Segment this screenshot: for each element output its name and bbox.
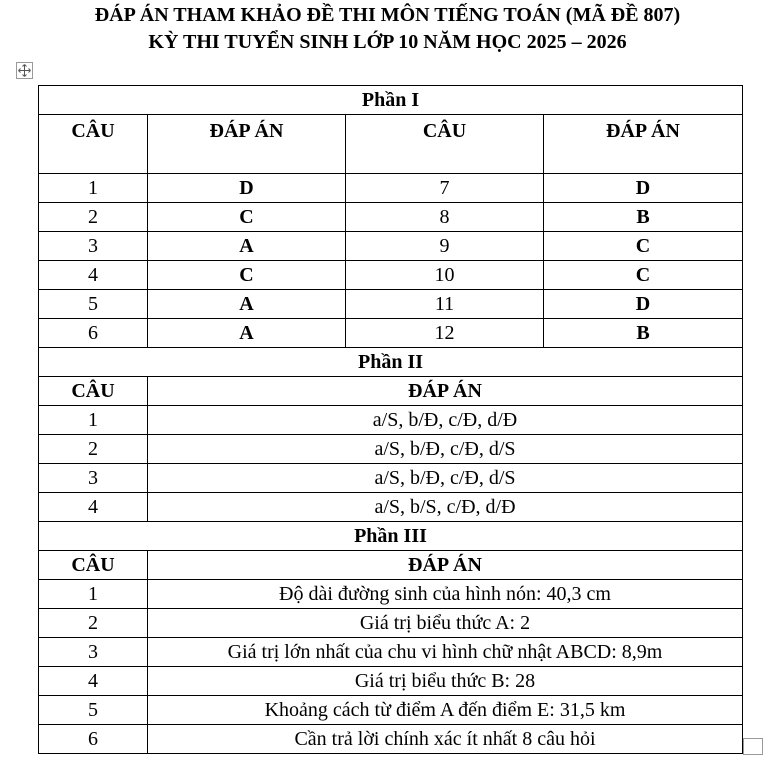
part3-title-row [39, 522, 743, 551]
table-row [39, 493, 743, 522]
answer-letter: A [148, 319, 346, 348]
table-row [39, 203, 743, 232]
part2-title-row [39, 348, 743, 377]
question-number: 6 [39, 319, 148, 348]
answer-text: Khoảng cách từ điểm A đến điểm E: 31,5 km [148, 696, 743, 725]
part2-title: Phần II [39, 348, 743, 377]
table-row [39, 580, 743, 609]
question-number: 4 [39, 667, 148, 696]
answer-text: Cần trả lời chính xác ít nhất 8 câu hỏi [148, 725, 743, 754]
answer-letter: B [544, 319, 743, 348]
part2-header-row [39, 377, 743, 406]
document-title-line-1: ĐÁP ÁN THAM KHẢO ĐỀ THI MÔN TIẾNG TOÁN (MÃ ĐỀ 807) [94, 4, 681, 26]
answer-letter: D [148, 174, 346, 203]
table-row [39, 696, 743, 725]
header-cau: CÂU [346, 115, 544, 174]
answer-text: a/S, b/Đ, c/Đ, d/S [148, 435, 743, 464]
answer-letter: C [148, 261, 346, 290]
question-number: 7 [346, 174, 544, 203]
question-number: 11 [346, 290, 544, 319]
header-cau: CÂU [39, 115, 148, 174]
question-number: 12 [346, 319, 544, 348]
table-row [39, 609, 743, 638]
answer-letter: D [544, 174, 743, 203]
question-number: 4 [39, 261, 148, 290]
answer-text: Giá trị biểu thức A: 2 [148, 609, 743, 638]
question-number: 2 [39, 609, 148, 638]
answer-text: a/S, b/Đ, c/Đ, d/S [148, 464, 743, 493]
table-row [39, 319, 743, 348]
table-row [39, 667, 743, 696]
table-row [39, 290, 743, 319]
question-number: 2 [39, 203, 148, 232]
table-row [39, 232, 743, 261]
answer-text: Độ dài đường sinh của hình nón: 40,3 cm [148, 580, 743, 609]
header-dap-an: ĐÁP ÁN [148, 377, 743, 406]
part1-title: Phần I [39, 86, 743, 115]
question-number: 10 [346, 261, 544, 290]
answer-text: a/S, b/S, c/Đ, d/Đ [148, 493, 743, 522]
part1-title-row [39, 86, 743, 115]
table-resize-handle[interactable] [743, 738, 763, 755]
header-dap-an: ĐÁP ÁN [544, 115, 743, 174]
answer-text: Giá trị biểu thức B: 28 [148, 667, 743, 696]
answer-text: Giá trị lớn nhất của chu vi hình chữ nhật ABCD: 8,9m [148, 638, 743, 667]
move-icon [18, 64, 31, 77]
question-number: 8 [346, 203, 544, 232]
question-number: 3 [39, 232, 148, 261]
answer-letter: C [544, 261, 743, 290]
question-number: 1 [39, 406, 148, 435]
question-number: 4 [39, 493, 148, 522]
table-row [39, 725, 743, 754]
table-row [39, 638, 743, 667]
table-row [39, 174, 743, 203]
answer-letter: C [544, 232, 743, 261]
header-cau: CÂU [39, 551, 148, 580]
answer-letter: C [148, 203, 346, 232]
part1-header-row [39, 115, 743, 174]
question-number: 1 [39, 174, 148, 203]
table-move-handle[interactable] [16, 62, 33, 79]
table-row [39, 435, 743, 464]
question-number: 1 [39, 580, 148, 609]
part3-header-row [39, 551, 743, 580]
answer-key-table [38, 85, 743, 754]
question-number: 3 [39, 638, 148, 667]
document-title-line-2: KỲ THI TUYỂN SINH LỚP 10 NĂM HỌC 2025 – 2026 [148, 31, 627, 53]
question-number: 3 [39, 464, 148, 493]
header-dap-an: ĐÁP ÁN [148, 551, 743, 580]
answer-letter: D [544, 290, 743, 319]
part3-title: Phần III [39, 522, 743, 551]
header-dap-an: ĐÁP ÁN [148, 115, 346, 174]
question-number: 5 [39, 290, 148, 319]
table-row [39, 464, 743, 493]
question-number: 9 [346, 232, 544, 261]
answer-letter: A [148, 232, 346, 261]
table-row [39, 406, 743, 435]
question-number: 6 [39, 725, 148, 754]
question-number: 2 [39, 435, 148, 464]
answer-text: a/S, b/Đ, c/Đ, d/Đ [148, 406, 743, 435]
table-row [39, 261, 743, 290]
header-cau: CÂU [39, 377, 148, 406]
answer-letter: A [148, 290, 346, 319]
answer-letter: B [544, 203, 743, 232]
question-number: 5 [39, 696, 148, 725]
